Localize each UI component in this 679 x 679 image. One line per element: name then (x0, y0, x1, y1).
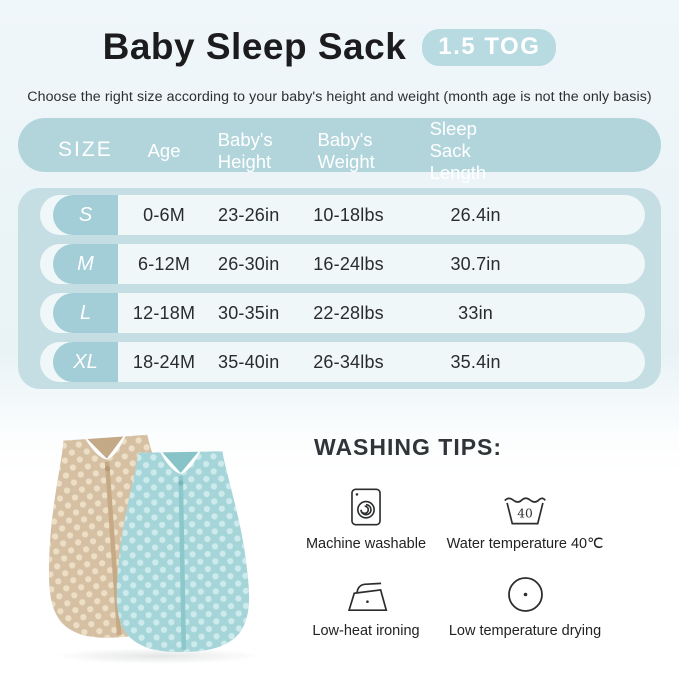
drying-circle-icon (507, 573, 544, 613)
tip-label: Low-heat ironing (312, 623, 420, 640)
weight-value: 10-18lbs (313, 204, 384, 225)
column-header-baby-weight: Baby's Weight (317, 128, 375, 172)
height-value: 23-26in (217, 204, 280, 225)
size-guide-subtitle: Choose the right size according to your baby's height and weight (month age is not the only basis) (27, 89, 652, 105)
table-row-size-m (40, 244, 645, 284)
age-value: 6-12M (138, 253, 191, 274)
product-photo-sleep-sacks (28, 414, 290, 672)
header (0, 26, 679, 68)
tip-label: Water temperature 40℃ (446, 536, 604, 553)
size-chart (18, 118, 661, 389)
weight-value: 26-34lbs (313, 351, 384, 372)
table-row-size-xl (40, 342, 645, 382)
age-value: 12-18M (132, 302, 196, 323)
height-value: 35-40in (217, 351, 280, 372)
iron-icon (344, 573, 389, 613)
weight-value: 16-24lbs (313, 253, 384, 274)
size-badge: L (53, 293, 118, 333)
tub-temperature-number: 40 (517, 506, 533, 521)
washing-machine-icon (350, 486, 382, 526)
tip-label: Machine washable (305, 536, 427, 553)
size-chart-body (18, 188, 661, 389)
wash-tub-icon (502, 486, 548, 526)
tip-label: Low temperature drying (448, 623, 602, 640)
length-value: 26.4in (450, 204, 501, 225)
washing-tips-heading: WASHING TIPS: (314, 434, 503, 460)
size-badge: S (53, 195, 118, 235)
column-header-age: Age (147, 139, 181, 161)
height-value: 30-35in (217, 302, 280, 323)
tip-water-temperature (434, 486, 616, 552)
length-value: 30.7in (450, 253, 501, 274)
table-row-size-l (40, 293, 645, 333)
size-badge: XL (53, 342, 118, 382)
size-chart-header-row (18, 118, 661, 183)
blue-sleep-sack-image (104, 437, 260, 658)
column-header-size: SIZE (58, 138, 113, 162)
age-value: 18-24M (132, 351, 196, 372)
size-badge: M (53, 244, 118, 284)
tip-machine-washable (298, 486, 434, 552)
tip-low-heat-ironing (298, 573, 434, 639)
column-header-baby-height: Baby's Height (217, 128, 273, 172)
length-value: 35.4in (450, 351, 501, 372)
age-value: 0-6M (143, 204, 185, 225)
washing-tips-section (298, 435, 658, 639)
tip-low-temperature-drying (434, 573, 616, 639)
washing-tips-grid (298, 486, 658, 639)
table-row-size-s (40, 195, 645, 235)
length-value: 33in (458, 302, 493, 323)
height-value: 26-30in (217, 253, 280, 274)
column-header-sack-length: Sleep Sack Length (429, 118, 487, 183)
tog-rating-badge: 1.5 TOG (422, 29, 556, 66)
page-title: Baby Sleep Sack (102, 26, 407, 67)
weight-value: 22-28lbs (313, 302, 384, 323)
